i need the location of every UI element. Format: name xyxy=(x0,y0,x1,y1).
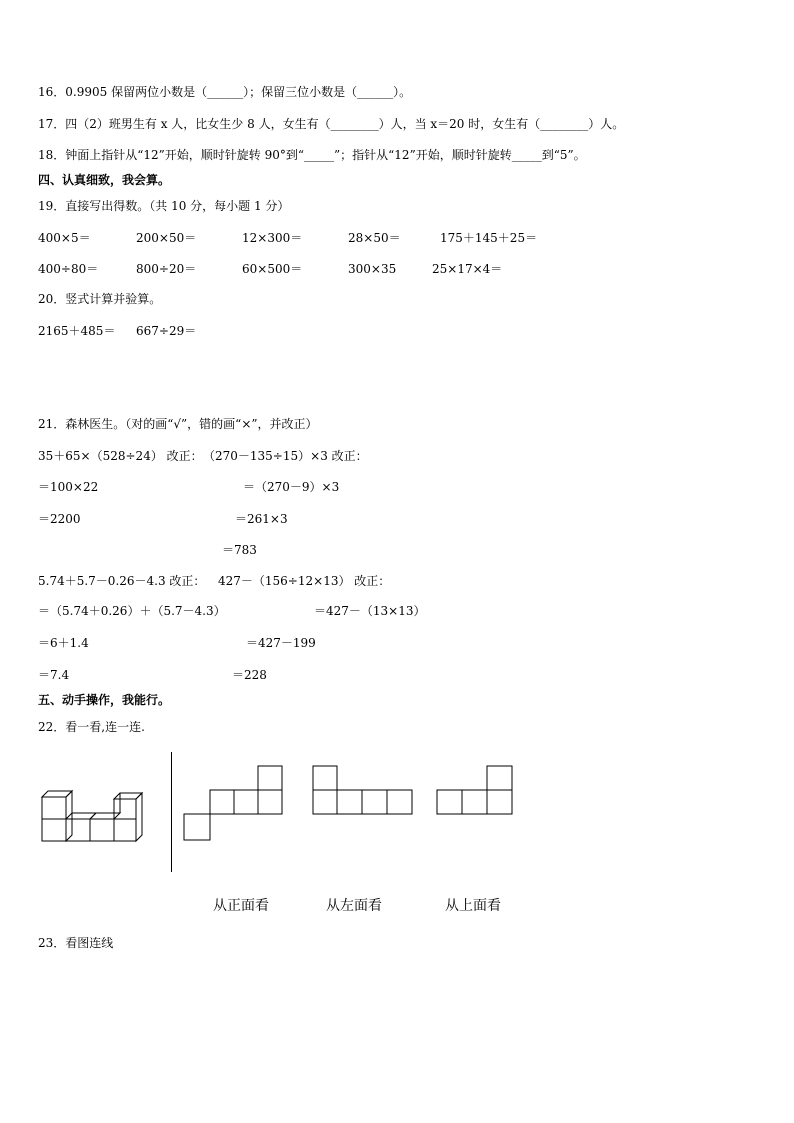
question-23: 23．看图连线 xyxy=(38,936,114,950)
calc-item: 60×500＝ xyxy=(242,262,303,276)
calc-item: 175＋145＋25＝ xyxy=(440,231,538,245)
calc-item: 800÷20＝ xyxy=(136,262,197,276)
view-label-left[interactable]: 从左面看 xyxy=(326,898,382,914)
calc-item: 25×17×4＝ xyxy=(432,262,503,276)
view-label-front[interactable]: 从正面看 xyxy=(213,898,269,914)
check-line: ＝2200 xyxy=(38,512,81,526)
check-line: ＝228 xyxy=(232,668,267,682)
check-line: ＝100×22 xyxy=(38,480,99,494)
cube-solid-figure xyxy=(38,785,168,849)
question-19: 19．直接写出得数。（共 10 分，每小题 1 分） xyxy=(38,199,290,213)
check-line: 5.74＋5.7－0.26－4.3 改正： xyxy=(38,574,206,588)
view-grid-2[interactable] xyxy=(312,765,414,819)
check-line: ＝（5.74＋0.26）＋（5.7－4.3） xyxy=(38,604,226,618)
view-grid-1[interactable] xyxy=(182,765,284,843)
check-line: ＝261×3 xyxy=(235,512,288,526)
calc-item: 12×300＝ xyxy=(242,231,303,245)
vertical-calc-item: 2165＋485＝ xyxy=(38,324,116,338)
check-line: ＝783 xyxy=(222,543,257,557)
question-22: 22．看一看,连一连. xyxy=(38,720,145,734)
check-line: ＝7.4 xyxy=(38,668,70,682)
calc-item: 28×50＝ xyxy=(348,231,401,245)
check-line: ＝（270－9）×3 xyxy=(243,480,340,494)
question-21: 21．森林医生。（对的画“√”，错的画“×”，并改正） xyxy=(38,417,318,431)
question-16: 16．0.9905 保留两位小数是（______）；保留三位小数是（______）。 xyxy=(38,85,412,99)
calc-item: 400×5＝ xyxy=(38,231,91,245)
question-17: 17．四（2）班男生有 x 人，比女生少 8 人，女生有（________）人，当 x＝20 时，女生有（________）人。 xyxy=(38,117,625,131)
view-label-top[interactable]: 从上面看 xyxy=(445,898,501,914)
view-grid-3[interactable] xyxy=(436,765,516,819)
check-line: 427－（156÷12×13） 改正： xyxy=(218,574,391,588)
question-18: 18．钟面上指针从“12”开始，顺时针旋转 90°到“_____”；指针从“12”开始，顺时针旋转_____到“5”。 xyxy=(38,148,586,162)
check-line: （270－135÷15）×3 改正： xyxy=(203,449,368,463)
check-line: ＝427－（13×13） xyxy=(314,604,426,618)
vertical-divider xyxy=(171,752,172,872)
calc-item: 200×50＝ xyxy=(136,231,197,245)
calc-item: 300×35 xyxy=(348,262,397,276)
question-20: 20．竖式计算并验算。 xyxy=(38,292,162,306)
vertical-calc-item: 667÷29＝ xyxy=(136,324,197,338)
section-5-heading: 五、动手操作，我能行。 xyxy=(38,693,171,707)
check-line: ＝6＋1.4 xyxy=(38,636,89,650)
check-line: 35＋65×（528÷24） 改正： xyxy=(38,449,203,463)
check-line: ＝427－199 xyxy=(246,636,316,650)
section-4-heading: 四、认真细致，我会算。 xyxy=(38,173,171,187)
calc-item: 400÷80＝ xyxy=(38,262,99,276)
